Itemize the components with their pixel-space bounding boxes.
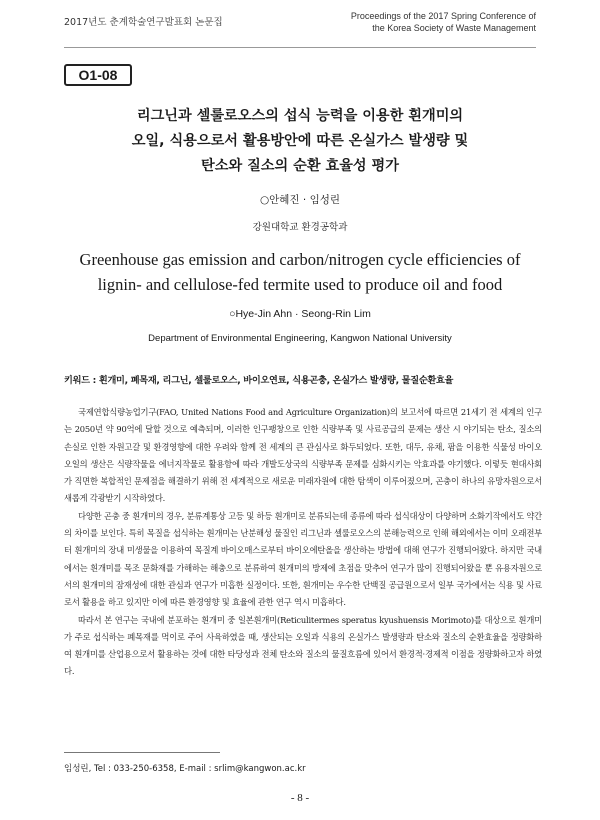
running-head-right-line2: the Korea Society of Waste Management [372,23,536,33]
footnote-contact: 임성린, Tel : 033-250-6358, E-mail : srlim@kangwon.ac.kr [64,764,306,774]
running-head-right [351,10,536,34]
header-rule [64,47,536,48]
running-head-right-line1: Proceedings of the 2017 Spring Conference of [350,11,536,21]
korean-title [60,104,540,179]
body-paragraph-1: 국제연합식량농업기구(FAO, United Nations Food and Agriculture Organization)의 보고서에 따르면 21세기 전 세계의 인구는 2050년 약 90억에 달할 것으로 예측되며, 이러한 인구팽창으로 인한 식량부족 및 사료공급의 문제는 생산 시 야기되는 탄소, 질소의 손실로 인한 자원고갈 및 환경영향에 대한 우려와 함께 전 세계의 큰 관심사로 화두되었다. 또한, 대두, 유채, 팜을 이용한 식물성 바이오오일의 생산은 식량작물을 에너지작물로 활용함에 따라 개발도상국의 식량부족 문제를 심화시키는 악효과를 야기했다. 이렇듯 현대사회가 직면한 복합적인 문제점을 해결하기 위해 전 세계적으로 새로운 미래자원에 대한 탐색이 이루어졌으며, 곤충이 하나의 유망자원으로서 새롭게 각광받기 시작하였다. [64,407,542,504]
paper-code-badge: O1-08 [64,64,132,86]
running-head [64,6,536,46]
english-affiliation: Department of Environmental Engineering, Kangwon National University [148,333,452,344]
body-paragraph-2: 다양한 곤충 중 흰개미의 경우, 분류계통상 고등 및 하등 흰개미로 분류되는데 종류에 따라 섭식대상이 다양하며 소화기작에서도 약간의 차이를 보인다. 특히 목질을 섭식하는 흰개미는 난분해성 물질인 리그닌과 셀룰로오스의 분해능력으로 인해 해외에서는 이미 오래전부터 흰개미의 장내 미생물을 이용하여 목질계 바이오매스로부터 바이오에탄올을 생산하는 방법에 대해 연구가 진행되어왔다. 하지만 국내에서는 흰개미를 목조 문화재를 가해하는 해충으로 분류하여 흰개미의 방제에 초점을 맞추어 연구가 많이 진행되어왔을 뿐 유용자원으로서의 흰개미의 잠재성에 대한 관심과 연구가 미흡한 실정이다. 또한, 흰개미는 우수한 단백질 공급원으로서 일부 국가에서는 식용 및 사료로서 활용을 하고 있지만 이에 따른 환경영향 및 효율에 관한 연구 역시 미흡하다. [64,510,542,608]
korean-title-line1: 리그닌과 셀룰로오스의 섭식 능력을 이용한 흰개미의 [136,108,464,124]
keywords: 키워드 : 흰개미, 폐목재, 리그닌, 셀룰로오스, 바이오연료, 식용곤충, 온실가스 발생량, 물질순환효율 [64,375,454,386]
english-title-line2: lignin- and cellulose-fed termite used to produce oil and food [97,275,503,294]
running-head-left: 2017년도 춘계학술연구발표회 논문집 [64,17,223,28]
english-title [60,247,540,297]
korean-authors: ○안혜진 · 임성린 [259,194,341,206]
english-title-line1: Greenhouse gas emission and carbon/nitrogen cycle efficiencies of [79,250,521,269]
korean-title-line2: 오일, 식용으로서 활용방안에 따른 온실가스 발생량 및 [131,133,469,149]
footnote-rule [64,752,220,753]
page-number: - 8 - [290,792,310,804]
body-paragraph-3: 따라서 본 연구는 국내에 분포하는 흰개미 중 일본흰개미(Reticulitermes speratus kyushuensis Morimoto)를 대상으로 흰개미가 주로 섭식하는 폐목재를 먹이로 주어 사육하였을 때, 생산되는 오일과 식용의 온실가스 발생량과 탄소와 질소의 순환효율을 정량화하여 흰개미를 산업용으로서 활용하는 것에 대한 타당성과 전체 탄소와 질소의 물질흐름에 있어서 환경적·경제적 이점을 정량화하고자 하였다. [64,614,542,677]
korean-title-line3: 탄소와 질소의 순환 효율성 평가 [201,158,399,174]
korean-affiliation: 강원대학교 환경공학과 [252,222,348,233]
body-text [64,404,542,681]
english-authors: ○Hye-Jin Ahn · Seong-Rin Lim [229,308,371,320]
